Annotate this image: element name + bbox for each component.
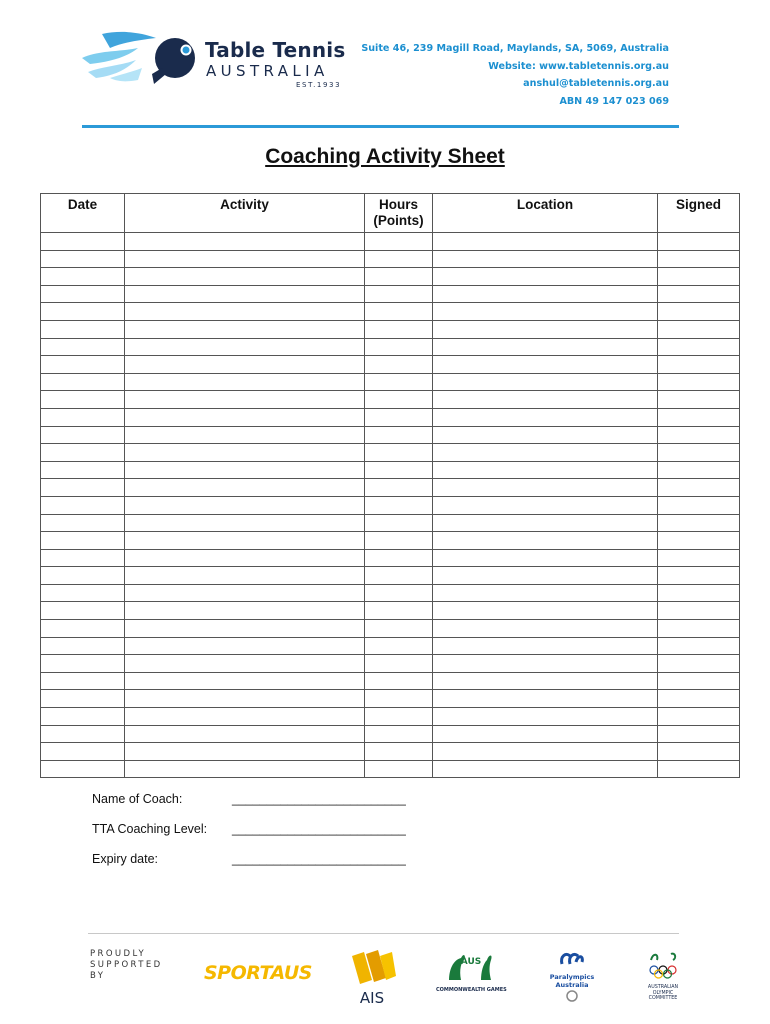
table-cell-signed[interactable] (658, 250, 740, 268)
table-cell-activity[interactable] (125, 408, 365, 426)
table-cell-signed[interactable] (658, 338, 740, 356)
table-cell-hours[interactable] (365, 338, 433, 356)
paralympic-agitos-small-icon (562, 989, 582, 1003)
table-row (41, 356, 740, 374)
table-row (41, 514, 740, 532)
kangaroo-emu-icon (441, 950, 501, 982)
table-cell-date[interactable] (41, 338, 125, 356)
table-row (41, 373, 740, 391)
table-cell-date[interactable] (41, 708, 125, 726)
table-cell-hours[interactable] (365, 391, 433, 409)
expiry-date-field[interactable]: _________________________ (232, 852, 406, 866)
table-cell-date[interactable] (41, 549, 125, 567)
table-cell-location[interactable] (433, 373, 658, 391)
table-cell-location[interactable] (433, 303, 658, 321)
table-row (41, 620, 740, 638)
table-cell-signed[interactable] (658, 496, 740, 514)
table-cell-signed[interactable] (658, 620, 740, 638)
table-cell-activity[interactable] (125, 725, 365, 743)
supported-by-text: PROUDLY SUPPORTED BY (90, 949, 163, 981)
table-cell-hours[interactable] (365, 356, 433, 374)
table-cell-hours[interactable] (365, 479, 433, 497)
table-cell-location[interactable] (433, 285, 658, 303)
table-cell-date[interactable] (41, 584, 125, 602)
table-cell-location[interactable] (433, 567, 658, 585)
table-cell-signed[interactable] (658, 637, 740, 655)
expiry-date-label: Expiry date: (92, 852, 159, 866)
table-cell-hours[interactable] (365, 268, 433, 286)
table-cell-date[interactable] (41, 408, 125, 426)
table-row (41, 479, 740, 497)
table-cell-location[interactable] (433, 743, 658, 761)
table-cell-date[interactable] (41, 672, 125, 690)
table-cell-signed[interactable] (658, 672, 740, 690)
table-row (41, 338, 740, 356)
ais-label: AIS (359, 989, 385, 1007)
table-cell-location[interactable] (433, 426, 658, 444)
table-cell-location[interactable] (433, 725, 658, 743)
table-cell-signed[interactable] (658, 320, 740, 338)
table-row (41, 444, 740, 462)
table-row (41, 602, 740, 620)
table-cell-location[interactable] (433, 620, 658, 638)
table-cell-hours[interactable] (365, 408, 433, 426)
table-cell-activity[interactable] (125, 233, 365, 251)
ais-logo (346, 950, 398, 1006)
table-cell-signed[interactable] (658, 708, 740, 726)
table-cell-hours[interactable] (365, 760, 433, 778)
table-cell-location[interactable] (433, 479, 658, 497)
table-cell-signed[interactable] (658, 584, 740, 602)
table-cell-activity[interactable] (125, 479, 365, 497)
commonwealth-games-logo (436, 950, 506, 994)
table-cell-date[interactable] (41, 743, 125, 761)
table-cell-hours[interactable] (365, 620, 433, 638)
table-cell-activity[interactable] (125, 708, 365, 726)
table-row (41, 408, 740, 426)
table-cell-date[interactable] (41, 233, 125, 251)
table-row (41, 285, 740, 303)
table-cell-hours[interactable] (365, 303, 433, 321)
header-divider (82, 125, 679, 128)
table-row (41, 268, 740, 286)
table-cell-location[interactable] (433, 391, 658, 409)
table-cell-signed[interactable] (658, 532, 740, 550)
contact-website[interactable]: Website: www.tabletennis.org.au (488, 60, 669, 72)
contact-abn: ABN 49 147 023 069 (559, 95, 669, 107)
table-cell-activity[interactable] (125, 584, 365, 602)
aus-mark-text: AUS (460, 957, 482, 967)
table-cell-signed[interactable] (658, 567, 740, 585)
table-cell-activity[interactable] (125, 338, 365, 356)
table-cell-signed[interactable] (658, 760, 740, 778)
table-header-row (41, 194, 740, 233)
contact-block (361, 40, 669, 110)
table-cell-date[interactable] (41, 250, 125, 268)
table-cell-activity[interactable] (125, 602, 365, 620)
table-row (41, 672, 740, 690)
table-cell-signed[interactable] (658, 602, 740, 620)
table-cell-activity[interactable] (125, 373, 365, 391)
table-cell-hours[interactable] (365, 567, 433, 585)
column-header-signed: Signed (658, 194, 740, 233)
table-cell-activity[interactable] (125, 637, 365, 655)
table-cell-hours[interactable] (365, 461, 433, 479)
table-cell-date[interactable] (41, 373, 125, 391)
table-cell-signed[interactable] (658, 356, 740, 374)
table-cell-date[interactable] (41, 620, 125, 638)
table-cell-hours[interactable] (365, 549, 433, 567)
table-row (41, 690, 740, 708)
table-cell-date[interactable] (41, 602, 125, 620)
table-cell-hours[interactable] (365, 444, 433, 462)
table-cell-date[interactable] (41, 303, 125, 321)
column-header-activity: Activity (125, 194, 365, 233)
olympic-rings-icon (645, 950, 681, 980)
table-cell-date[interactable] (41, 725, 125, 743)
table-cell-hours[interactable] (365, 743, 433, 761)
table-cell-signed[interactable] (658, 268, 740, 286)
table-cell-hours[interactable] (365, 602, 433, 620)
table-cell-location[interactable] (433, 233, 658, 251)
table-row (41, 461, 740, 479)
table-cell-activity[interactable] (125, 532, 365, 550)
activity-table (40, 193, 740, 778)
logo-established: EST.1933 (296, 81, 342, 89)
table-cell-location[interactable] (433, 672, 658, 690)
table-cell-signed[interactable] (658, 725, 740, 743)
table-cell-activity[interactable] (125, 444, 365, 462)
table-row (41, 426, 740, 444)
table-cell-hours[interactable] (365, 690, 433, 708)
table-cell-activity[interactable] (125, 320, 365, 338)
table-cell-location[interactable] (433, 760, 658, 778)
table-cell-signed[interactable] (658, 743, 740, 761)
table-cell-activity[interactable] (125, 567, 365, 585)
coaching-level-label: TTA Coaching Level: (92, 822, 208, 836)
page-title: Coaching Activity Sheet (265, 145, 505, 168)
table-cell-signed[interactable] (658, 233, 740, 251)
sportaus-logo: SPORTAUS (204, 962, 312, 984)
olympic-committee-label: AUSTRALIAN OLYMPIC COMMITTEE (647, 985, 679, 1001)
table-cell-signed[interactable] (658, 479, 740, 497)
table-cell-activity[interactable] (125, 514, 365, 532)
table-cell-signed[interactable] (658, 426, 740, 444)
table-row (41, 391, 740, 409)
table-row (41, 532, 740, 550)
table-cell-date[interactable] (41, 760, 125, 778)
table-row (41, 320, 740, 338)
table-cell-location[interactable] (433, 602, 658, 620)
table-cell-date[interactable] (41, 514, 125, 532)
table-cell-activity[interactable] (125, 461, 365, 479)
table-cell-date[interactable] (41, 496, 125, 514)
table-cell-hours[interactable] (365, 532, 433, 550)
table-row (41, 233, 740, 251)
table-cell-activity[interactable] (125, 672, 365, 690)
table-cell-location[interactable] (433, 690, 658, 708)
table-cell-signed[interactable] (658, 303, 740, 321)
table-cell-signed[interactable] (658, 285, 740, 303)
table-cell-date[interactable] (41, 391, 125, 409)
table-row (41, 567, 740, 585)
paralympic-agitos-icon (558, 950, 586, 968)
australian-olympic-committee-logo (640, 950, 686, 1008)
table-row (41, 743, 740, 761)
contact-email[interactable]: anshul@tabletennis.org.au (523, 78, 669, 89)
table-cell-signed[interactable] (658, 655, 740, 673)
coach-name-label: Name of Coach: (92, 792, 183, 806)
table-cell-hours[interactable] (365, 320, 433, 338)
table-cell-location[interactable] (433, 655, 658, 673)
table-cell-activity[interactable] (125, 391, 365, 409)
table-cell-date[interactable] (41, 479, 125, 497)
table-cell-activity[interactable] (125, 285, 365, 303)
table-cell-signed[interactable] (658, 690, 740, 708)
table-cell-location[interactable] (433, 514, 658, 532)
table-row (41, 303, 740, 321)
table-cell-date[interactable] (41, 655, 125, 673)
table-body (41, 233, 740, 778)
ais-mark-icon (346, 950, 398, 986)
table-cell-hours[interactable] (365, 637, 433, 655)
table-row (41, 708, 740, 726)
table-cell-activity[interactable] (125, 496, 365, 514)
table-row (41, 760, 740, 778)
table-cell-activity[interactable] (125, 760, 365, 778)
table-row (41, 496, 740, 514)
table-cell-signed[interactable] (658, 408, 740, 426)
paralympics-australia-logo (542, 950, 602, 1010)
table-cell-location[interactable] (433, 708, 658, 726)
table-cell-date[interactable] (41, 268, 125, 286)
column-header-hours: Hours (Points) (365, 194, 433, 233)
table-cell-activity[interactable] (125, 426, 365, 444)
table-cell-hours[interactable] (365, 250, 433, 268)
table-cell-location[interactable] (433, 444, 658, 462)
table-cell-hours[interactable] (365, 655, 433, 673)
table-cell-location[interactable] (433, 408, 658, 426)
table-cell-date[interactable] (41, 356, 125, 374)
table-cell-location[interactable] (433, 320, 658, 338)
table-cell-date[interactable] (41, 426, 125, 444)
table-cell-hours[interactable] (365, 285, 433, 303)
table-cell-hours[interactable] (365, 496, 433, 514)
table-cell-activity[interactable] (125, 356, 365, 374)
table-cell-activity[interactable] (125, 303, 365, 321)
commonwealth-games-label: COMMONWEALTH GAMES (436, 987, 507, 993)
table-cell-signed[interactable] (658, 444, 740, 462)
table-cell-hours[interactable] (365, 672, 433, 690)
table-cell-hours[interactable] (365, 373, 433, 391)
table-cell-date[interactable] (41, 567, 125, 585)
table-cell-location[interactable] (433, 356, 658, 374)
table-cell-signed[interactable] (658, 461, 740, 479)
table-row (41, 725, 740, 743)
table-cell-location[interactable] (433, 532, 658, 550)
footer-divider (88, 933, 679, 934)
table-cell-hours[interactable] (365, 584, 433, 602)
table-cell-signed[interactable] (658, 391, 740, 409)
paralympics-label: Paralympics Australia (549, 973, 595, 989)
table-cell-date[interactable] (41, 532, 125, 550)
coach-name-field[interactable]: _________________________ (232, 792, 406, 806)
logo-subtitle: AUSTRALIA (206, 62, 329, 80)
table-cell-activity[interactable] (125, 690, 365, 708)
table-cell-location[interactable] (433, 496, 658, 514)
table-cell-activity[interactable] (125, 549, 365, 567)
column-header-location: Location (433, 194, 658, 233)
table-cell-location[interactable] (433, 637, 658, 655)
table-cell-hours[interactable] (365, 708, 433, 726)
table-cell-location[interactable] (433, 461, 658, 479)
table-cell-activity[interactable] (125, 743, 365, 761)
table-cell-location[interactable] (433, 250, 658, 268)
table-cell-date[interactable] (41, 285, 125, 303)
table-cell-hours[interactable] (365, 725, 433, 743)
table-cell-location[interactable] (433, 268, 658, 286)
table-cell-signed[interactable] (658, 514, 740, 532)
table-cell-hours[interactable] (365, 233, 433, 251)
table-cell-date[interactable] (41, 690, 125, 708)
table-cell-location[interactable] (433, 584, 658, 602)
table-cell-hours[interactable] (365, 426, 433, 444)
table-cell-location[interactable] (433, 338, 658, 356)
table-cell-activity[interactable] (125, 268, 365, 286)
table-cell-date[interactable] (41, 320, 125, 338)
table-row (41, 250, 740, 268)
table-cell-hours[interactable] (365, 514, 433, 532)
table-row (41, 584, 740, 602)
table-cell-activity[interactable] (125, 620, 365, 638)
table-cell-date[interactable] (41, 444, 125, 462)
table-cell-date[interactable] (41, 637, 125, 655)
table-cell-date[interactable] (41, 461, 125, 479)
table-cell-location[interactable] (433, 549, 658, 567)
table-cell-signed[interactable] (658, 549, 740, 567)
logo-title: Table Tennis (205, 38, 346, 62)
column-header-date: Date (41, 194, 125, 233)
coaching-level-field[interactable]: _________________________ (232, 822, 406, 836)
table-row (41, 549, 740, 567)
contact-address: Suite 46, 239 Magill Road, Maylands, SA, 5069, Australia (361, 43, 669, 54)
table-cell-signed[interactable] (658, 373, 740, 391)
table-cell-activity[interactable] (125, 250, 365, 268)
table-cell-activity[interactable] (125, 655, 365, 673)
table-row (41, 655, 740, 673)
table-row (41, 637, 740, 655)
